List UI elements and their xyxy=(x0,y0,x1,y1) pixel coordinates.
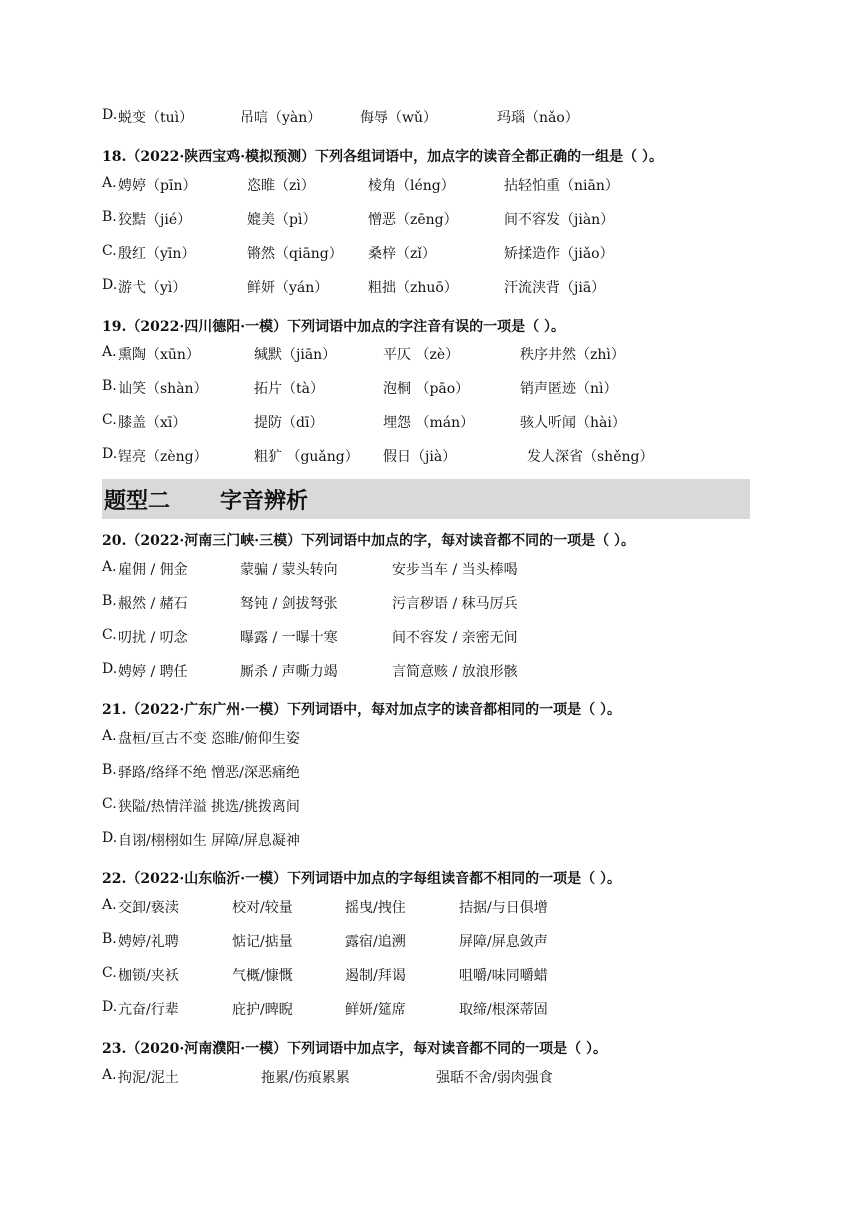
option-item: 污言秽语 / 秣马厉兵 xyxy=(392,596,518,612)
option-item: 亢奋/行辈 xyxy=(118,1002,179,1018)
option-item: 摇曳/拽住 xyxy=(345,900,406,916)
option-item: 庇护/睥睨 xyxy=(232,1002,293,1018)
option-item: 泡桐 （pāo） xyxy=(383,381,470,397)
option-item: 蒙骗 / 蒙头转向 xyxy=(240,562,338,578)
option-item: 矫揉造作（jiǎo） xyxy=(504,246,614,262)
option-item: 厮杀 / 声嘶力竭 xyxy=(240,664,338,680)
option-item: 缄默（jiān） xyxy=(254,347,337,363)
option-label: D. xyxy=(102,661,118,677)
option-item: 膝盖（xī） xyxy=(118,415,187,431)
option-item: 拘泥/泥土 xyxy=(118,1070,179,1086)
option-item: 假日（jià） xyxy=(383,449,457,465)
option-label: C. xyxy=(102,965,117,981)
section-type: 题型二 xyxy=(104,489,171,514)
option-label: A. xyxy=(102,559,117,575)
option-item: 游弋（yì） xyxy=(118,280,187,296)
option-item: 露宿/追溯 xyxy=(345,934,406,950)
option-item: 提防（dī） xyxy=(254,415,324,431)
option-item: 咀嚼/味同嚼蜡 xyxy=(459,968,548,984)
option-label: B. xyxy=(102,593,117,609)
option-item: 汗流浃背（jiā） xyxy=(504,280,606,296)
option-item: 拖累/伤痕累累 xyxy=(261,1070,350,1086)
option-item: 盘桓/亘古不变 恣睢/俯仰生姿 xyxy=(118,731,300,747)
option-item: 侮辱（wǔ） xyxy=(360,110,437,126)
option-item: 间不容发 / 亲密无间 xyxy=(392,630,518,646)
option-label: D. xyxy=(102,107,118,123)
option-item: 埋怨 （mán） xyxy=(383,415,475,431)
option-item: 交卸/亵渎 xyxy=(118,900,179,916)
option-item: 狭隘/热情洋溢 挑选/挑拨离间 xyxy=(118,799,300,815)
option-item: 娉婷（pīn） xyxy=(118,178,197,194)
option-item: 棱角（léng） xyxy=(368,178,455,194)
option-item: 鲜妍（yán） xyxy=(247,280,329,296)
option-item: 锃亮（zèng） xyxy=(118,449,208,465)
section-name: 字音辨析 xyxy=(220,489,309,514)
option-item: 蜕变（tuì） xyxy=(118,110,194,126)
option-label: C. xyxy=(102,627,117,643)
option-label: C. xyxy=(102,243,117,259)
option-item: 恣睢（zì） xyxy=(247,178,315,194)
option-item: 遏制/拜谒 xyxy=(345,968,406,984)
option-item: 媲美（pì） xyxy=(247,212,317,228)
option-label: B. xyxy=(102,762,117,778)
option-item: 熏陶（xūn） xyxy=(118,347,200,363)
option-item: 强聒不舍/弱肉强食 xyxy=(436,1070,553,1086)
option-item: 取缔/根深蒂固 xyxy=(459,1002,548,1018)
option-item: 玛瑙（nǎo） xyxy=(497,110,579,126)
option-item: 叨扰 / 叨念 xyxy=(118,630,188,646)
option-item: 销声匿迹（nì） xyxy=(520,381,618,397)
question-20-stem: 20.（2022·河南三门峡·三模）下列词语中加点的字，每对读音都不同的一项是（ ）。 xyxy=(102,533,635,549)
option-label: A. xyxy=(102,728,117,744)
option-item: 秩序井然（zhì） xyxy=(520,347,625,363)
question-18-stem: 18.（2022·陕西宝鸡·模拟预测）下列各组词语中，加点字的读音全都正确的一组是（ ）。 xyxy=(102,149,663,165)
option-label: D. xyxy=(102,999,118,1015)
option-item: 赧然 / 赭石 xyxy=(118,596,188,612)
option-label: A. xyxy=(102,897,117,913)
option-item: 屏障/屏息敛声 xyxy=(459,934,548,950)
option-item: 拈轻怕重（niān） xyxy=(504,178,619,194)
question-19-stem: 19.（2022·四川德阳·一模）下列词语中加点的字注音有误的一项是（ ）。 xyxy=(102,319,565,335)
option-label: A. xyxy=(102,344,117,360)
option-label: B. xyxy=(102,378,117,394)
option-label: D. xyxy=(102,277,118,293)
option-label: B. xyxy=(102,209,117,225)
option-item: 桑梓（zǐ） xyxy=(368,246,436,262)
option-label: D. xyxy=(102,446,118,462)
option-item: 发人深省（shěng） xyxy=(527,449,654,465)
option-item: 平仄 （zè） xyxy=(383,347,460,363)
option-item: 骇人听闻（hài） xyxy=(520,415,626,431)
option-item: 憎恶（zēng） xyxy=(368,212,458,228)
option-item: 殷红（yīn） xyxy=(118,246,196,262)
option-label: C. xyxy=(102,796,117,812)
section-header xyxy=(102,479,750,519)
option-item: 自诩/栩栩如生 屏障/屏息凝神 xyxy=(118,833,300,849)
question-23-stem: 23.（2020·河南濮阳·一模）下列词语中加点字，每对读音都不同的一项是（ ）。 xyxy=(102,1041,607,1057)
option-item: 锵然（qiāng） xyxy=(247,246,343,262)
option-item: 娉婷/礼聘 xyxy=(118,934,179,950)
option-item: 气概/慷慨 xyxy=(232,968,293,984)
option-item: 曝露 / 一曝十寒 xyxy=(240,630,338,646)
option-item: 拮据/与日俱增 xyxy=(459,900,548,916)
question-21-stem: 21.（2022·广东广州·一模）下列词语中，每对加点字的读音都相同的一项是（ ）。 xyxy=(102,702,621,718)
option-item: 狡黠（jié） xyxy=(118,212,192,228)
option-item: 娉婷 / 聘任 xyxy=(118,664,188,680)
question-22-stem: 22.（2022·山东临沂·一模）下列词语中加点的字每组读音都不相同的一项是（ ）。 xyxy=(102,871,621,887)
option-item: 吊唁（yàn） xyxy=(240,110,322,126)
option-item: 鲜妍/筵席 xyxy=(345,1002,406,1018)
option-label: C. xyxy=(102,412,117,428)
option-item: 安步当车 / 当头棒喝 xyxy=(392,562,518,578)
option-item: 驿路/络绎不绝 憎恶/深恶痛绝 xyxy=(118,765,300,781)
option-item: 枷锁/夹袄 xyxy=(118,968,179,984)
option-item: 校对/较量 xyxy=(232,900,293,916)
option-item: 讪笑（shàn） xyxy=(118,381,208,397)
option-item: 惦记/掂量 xyxy=(232,934,293,950)
option-item: 雇佣 / 佣金 xyxy=(118,562,188,578)
option-label: B. xyxy=(102,931,117,947)
option-item: 言简意赅 / 放浪形骸 xyxy=(392,664,518,680)
option-item: 粗犷 （guǎng） xyxy=(254,449,359,465)
option-item: 间不容发（jiàn） xyxy=(504,212,615,228)
option-label: A. xyxy=(102,175,117,191)
option-item: 拓片（tà） xyxy=(254,381,324,397)
option-label: A. xyxy=(102,1067,117,1083)
option-item: 粗拙（zhuō） xyxy=(368,280,458,296)
option-item: 驽钝 / 剑拔弩张 xyxy=(240,596,338,612)
option-label: D. xyxy=(102,830,118,846)
